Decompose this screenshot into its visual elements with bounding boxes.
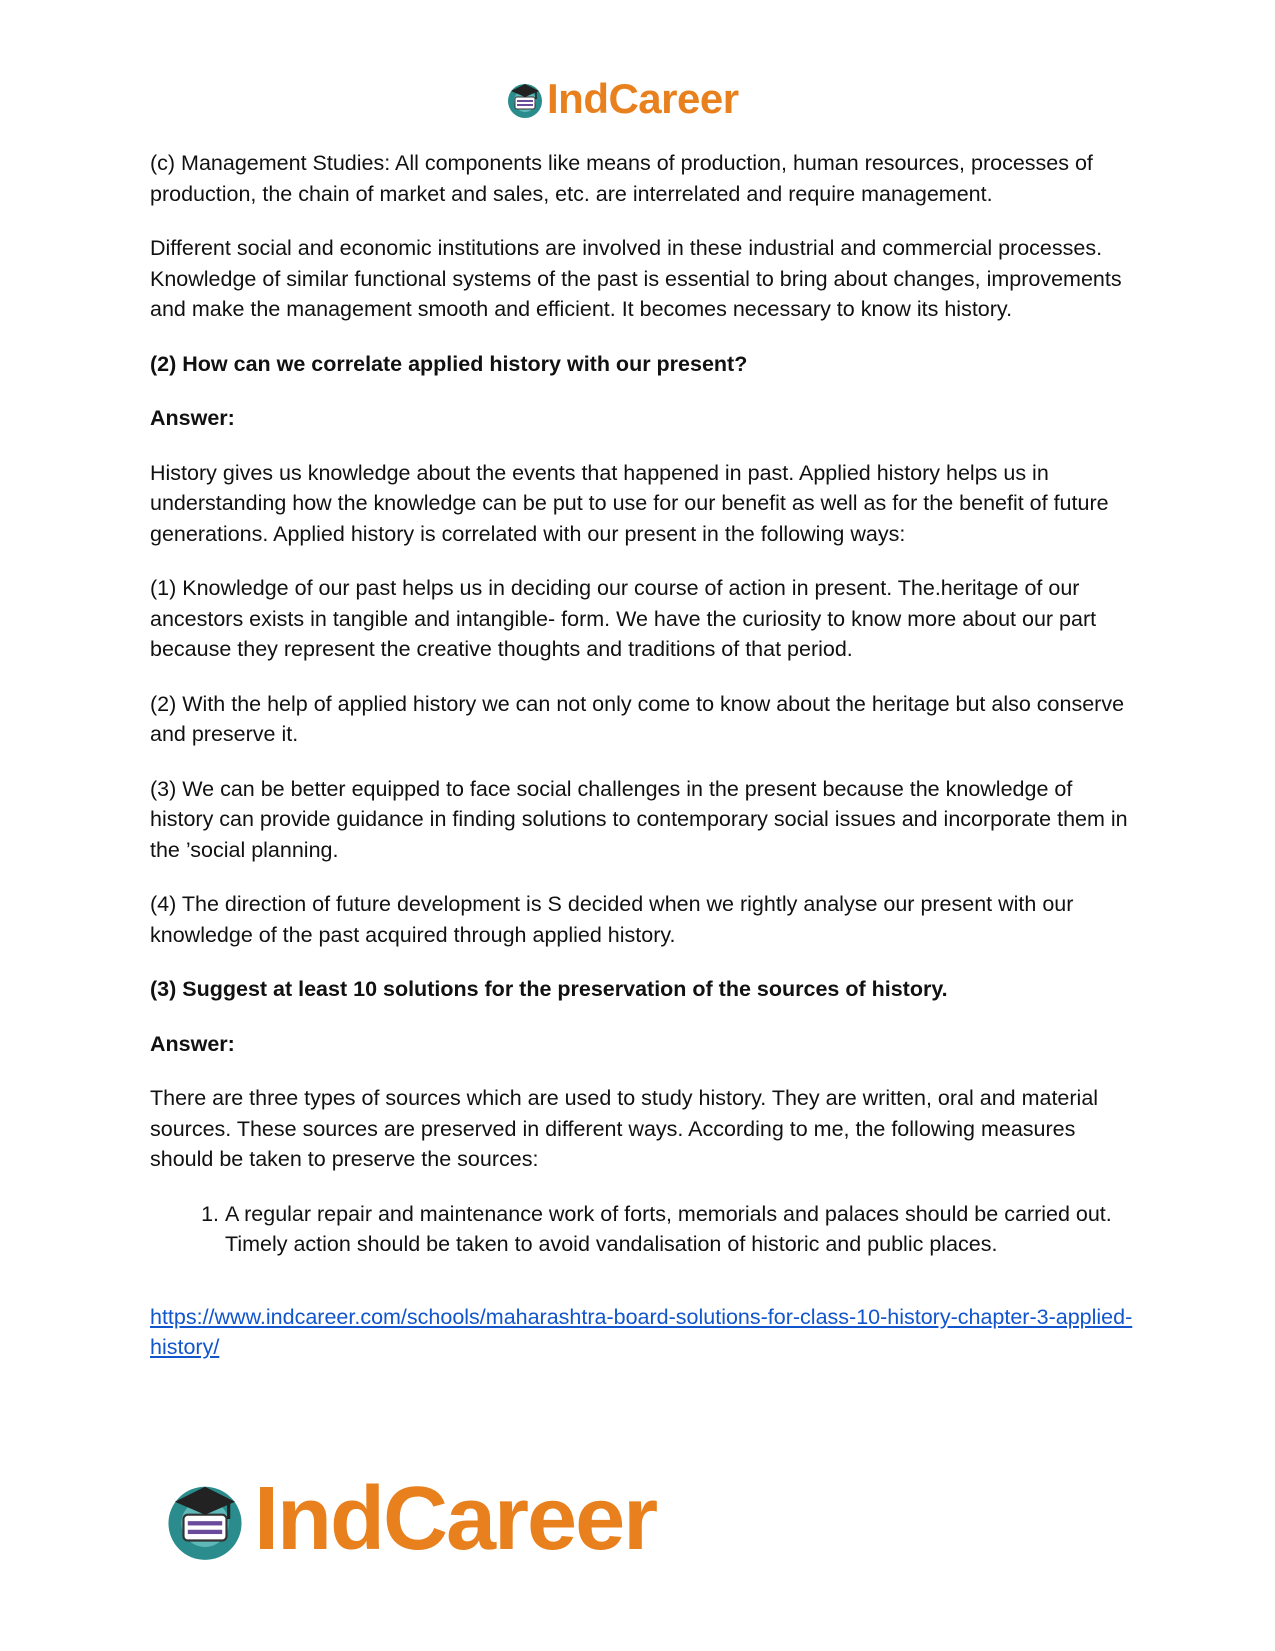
list-item: 1. A regular repair and maintenance work of forts, memorials and palaces should be carried out. Timely action should be taken to avoid vandalisation of historic and public places. xyxy=(225,1199,1135,1260)
header-logo-text: IndCareer xyxy=(547,75,739,122)
paragraph: (2) With the help of applied history we can not only come to know about the heritage but also conserve and preserve it. xyxy=(150,691,1125,746)
answer-label: Answer: xyxy=(150,406,235,430)
question-heading: (2) How can we correlate applied history with our present? xyxy=(150,351,748,376)
paragraph: (4) The direction of future development is S decided when we rightly analyse our present with our knowledge of the past acquired through applied history. xyxy=(150,892,1074,947)
paragraph: (3) We can be better equipped to face social challenges in the present because the knowledge of history can provide guidance in finding solutions to contemporary social issues and incorporate them in the ’social planning. xyxy=(150,776,1128,862)
paragraph: (1) Knowledge of our past helps us in deciding our course of action in present. The.heritage of our ancestors exists in tangible and intangible- form. We have the curiosity to know more about our part because they represent the creative thoughts and traditions of that period. xyxy=(150,576,1097,661)
source-link[interactable]: https://www.indcareer.com/schools/maharashtra-board-solutions-for-class-10-history-chapter-3-applied-history/ xyxy=(150,1304,1133,1359)
numbered-list xyxy=(150,1199,1135,1260)
answer-label: Answer: xyxy=(150,1031,235,1056)
header-logo xyxy=(505,75,739,122)
paragraph: History gives us knowledge about the events that happened in past. Applied history helps us in understanding how the knowledge can be put to use for our benefit as well as for the benefit of future generations. Applied history is correlated with our present in the following ways: xyxy=(150,460,1109,546)
footer-logo xyxy=(162,1469,657,1569)
paragraph: Different social and economic institutions are involved in these industrial and commercial processes. Knowledge of similar functional systems of the past is essential to bring about changes, improvements and make the management smooth and efficient. It becomes necessary to know its history. xyxy=(150,236,1122,321)
question-heading: (3) Suggest at least 10 solutions for the preservation of the sources of history. xyxy=(150,977,948,1001)
graduation-globe-icon xyxy=(505,79,545,119)
paragraph: (c) Management Studies: All components like means of production, human resources, processes of production, the chain of market and sales, etc. are interrelated and require management. xyxy=(150,151,1093,206)
paragraph: There are three types of sources which are used to study history. They are written, oral and material sources. These sources are preserved in different ways. According to me, the following measures should be taken to preserve the sources: xyxy=(150,1086,1099,1171)
footer-logo-text: IndCareer xyxy=(254,1469,657,1569)
graduation-globe-icon xyxy=(162,1476,248,1562)
document-body xyxy=(150,148,1135,1363)
